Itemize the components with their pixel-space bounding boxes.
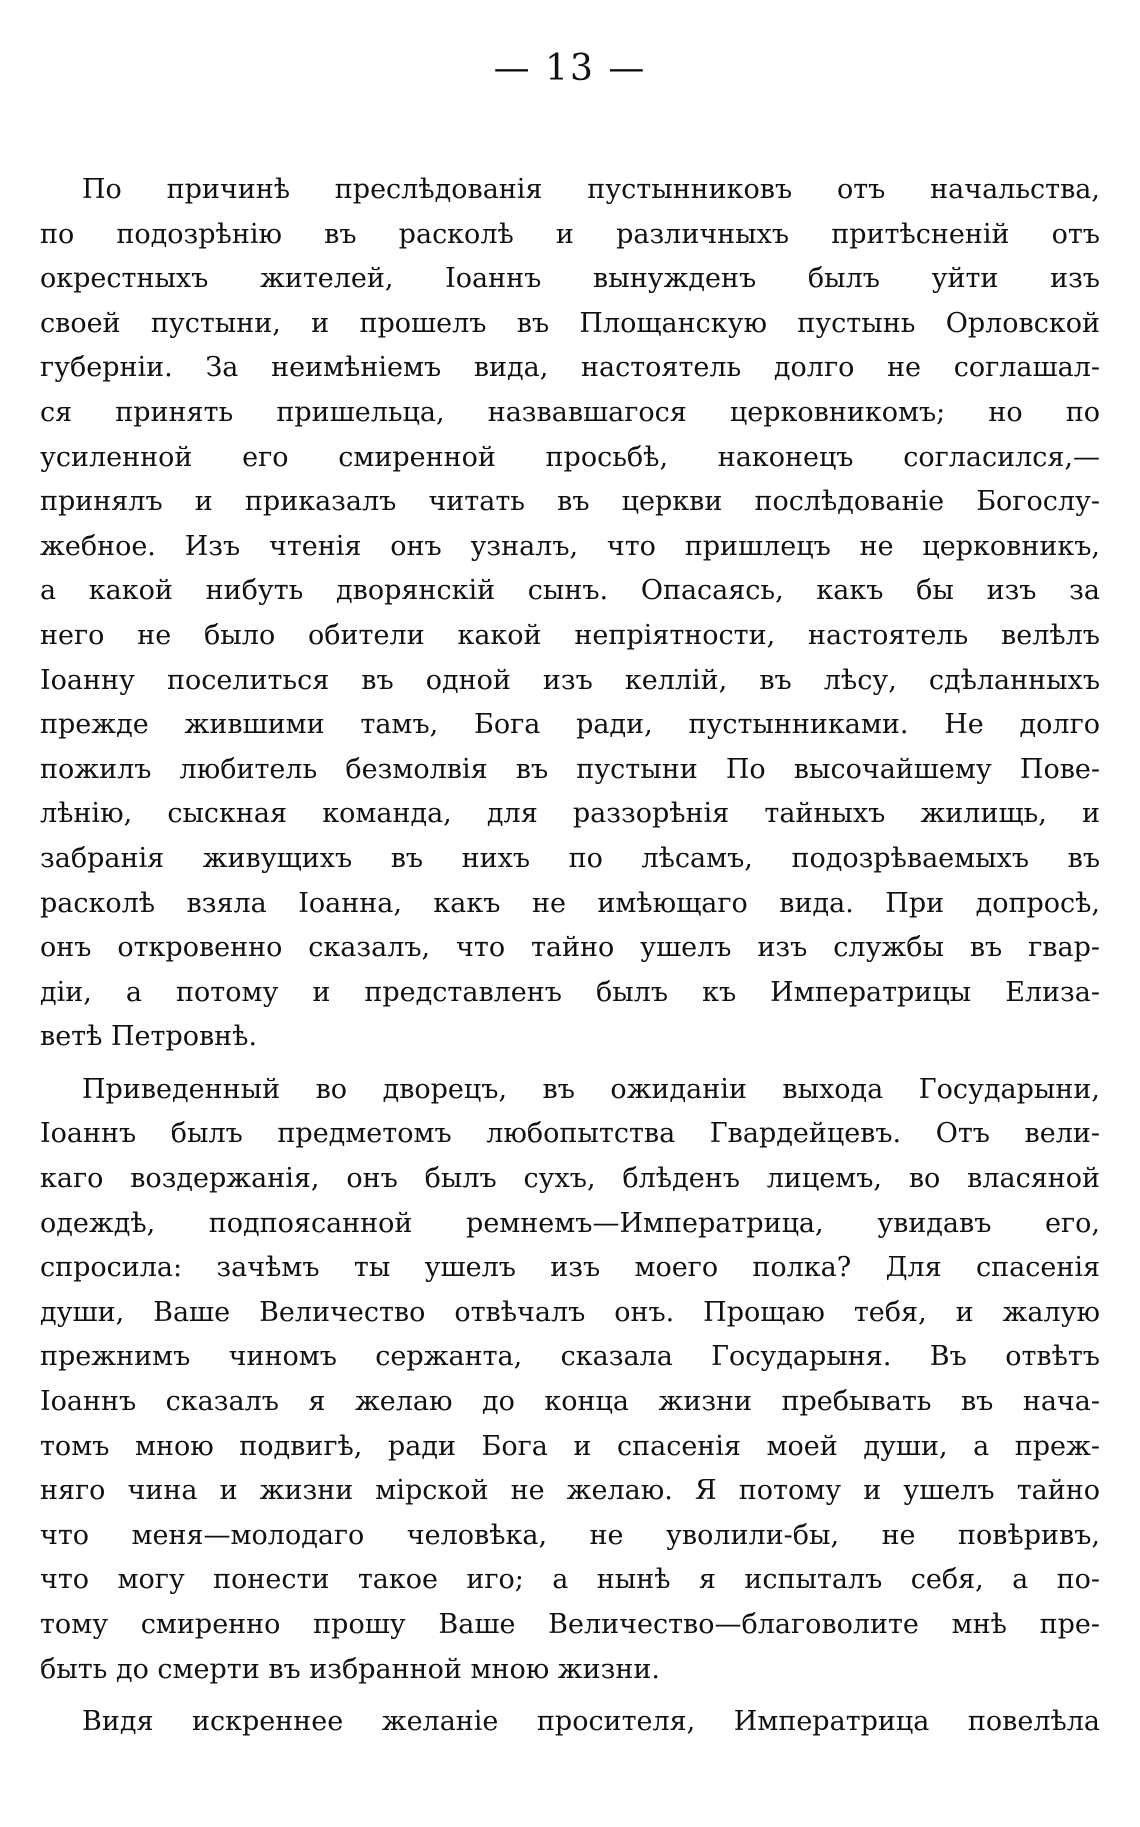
text-line: своей пустыни, и прошелъ въ Площанскую пустынь Орловской: [40, 307, 1100, 339]
text-line: прежде жившими тамъ, Бога ради, пустынниками. Не долго: [40, 709, 1100, 741]
text-line: лѣнію, сыскная команда, для раззорѣнія тайныхъ жилищь, и: [40, 798, 1100, 830]
text-line: Іоанну поселиться въ одной изъ келлій, въ лѣсу, сдѣланныхъ: [40, 664, 1100, 696]
paragraph-3: [40, 1700, 1100, 1745]
text-line: что меня—молодаго человѣка, не уволили-бы, не повѣривъ,: [40, 1519, 1100, 1551]
text-line: окрестныхъ жителей, Іоаннъ вынужденъ былъ уйти изъ: [40, 263, 1100, 295]
text-line: забранія живущихъ въ нихъ по лѣсамъ, подозрѣваемыхъ въ: [40, 842, 1100, 874]
paragraph-gap: [40, 1060, 1100, 1068]
text-line: Іоаннъ сказалъ я желаю до конца жизни пребывать въ нача-: [40, 1386, 1100, 1418]
text-line: а какой нибуть дворянскій сынъ. Опасаясь, какъ бы изъ за: [40, 575, 1100, 607]
text-line: ветѣ Петровнѣ.: [40, 1021, 258, 1053]
text-line: прежнимъ чиномъ сержанта, сказала Государыня. Въ отвѣтъ: [40, 1341, 1100, 1373]
paragraph-1: [40, 168, 1100, 1060]
text-line: спросила: зачѣмъ ты ушелъ изъ моего полка? Для спасенія: [40, 1252, 1100, 1284]
text-line: няго чина и жизни мірской не желаю. Я потому и ушелъ тайно: [40, 1475, 1100, 1507]
text-line: діи, а потому и представленъ былъ къ Императрицы Елиза-: [40, 976, 1100, 1008]
text-line: пожилъ любитель безмолвія въ пустыни По высочайшему Пове-: [40, 753, 1100, 785]
text-line: принялъ и приказалъ читать въ церкви послѣдованіе Богослу-: [40, 486, 1100, 518]
text-line: по подозрѣнію въ расколѣ и различныхъ притѣсненій отъ: [40, 218, 1100, 250]
text-line: расколѣ взяла Іоанна, какъ не имѣющаго вида. При допросѣ,: [40, 887, 1100, 919]
text-line: что могу понести такое иго; а нынѣ я испыталъ себя, а по-: [40, 1564, 1100, 1596]
text-line: ся принять пришельца, назвавшагося церковникомъ; но по: [40, 396, 1100, 428]
paragraph-gap: [40, 1692, 1100, 1700]
text-line: По причинѣ преслѣдованія пустынниковъ отъ начальства,: [82, 174, 1100, 205]
text-line: томъ мною подвигѣ, ради Бога и спасенія моей души, а преж-: [40, 1430, 1100, 1462]
text-line: каго воздержанія, онъ былъ сухъ, блѣденъ лицемъ, во власяной: [40, 1163, 1100, 1195]
text-line: него не было обители какой непріятности, настоятель велѣлъ: [40, 619, 1100, 651]
text-line: усиленной его смиренной просьбѣ, наконецъ согласился,—: [40, 441, 1100, 473]
text-line: Приведенный во дворецъ, въ ожиданіи выхода Государыни,: [82, 1073, 1100, 1105]
paragraph-2: [40, 1068, 1100, 1692]
text-line: Видя искреннее желаніе просителя, Императрица повелѣла: [82, 1706, 1100, 1738]
text-line: быть до смерти въ избранной мною жизни.: [40, 1653, 660, 1685]
text-line: Іоаннъ былъ предметомъ любопытства Гвардейцевъ. Отъ вели-: [40, 1118, 1100, 1150]
text-line: жебное. Изъ чтенія онъ узналъ, что пришлецъ не церковникъ,: [40, 530, 1100, 562]
page-number: — 13 —: [493, 48, 647, 89]
body-text: [40, 168, 1100, 1745]
text-line: онъ откровенно сказалъ, что тайно ушелъ изъ службы въ гвар-: [40, 932, 1100, 964]
text-line: души, Ваше Величество отвѣчалъ онъ. Прощаю тебя, и жалую: [40, 1296, 1100, 1328]
text-line: тому смиренно прошу Ваше Величество—благоволите мнѣ пре-: [40, 1609, 1100, 1640]
text-line: одеждѣ, подпоясанной ремнемъ—Императрица, увидавъ его,: [40, 1207, 1100, 1239]
text-line: губерніи. За неимѣніемъ вида, настоятель долго не соглашал-: [40, 352, 1100, 384]
